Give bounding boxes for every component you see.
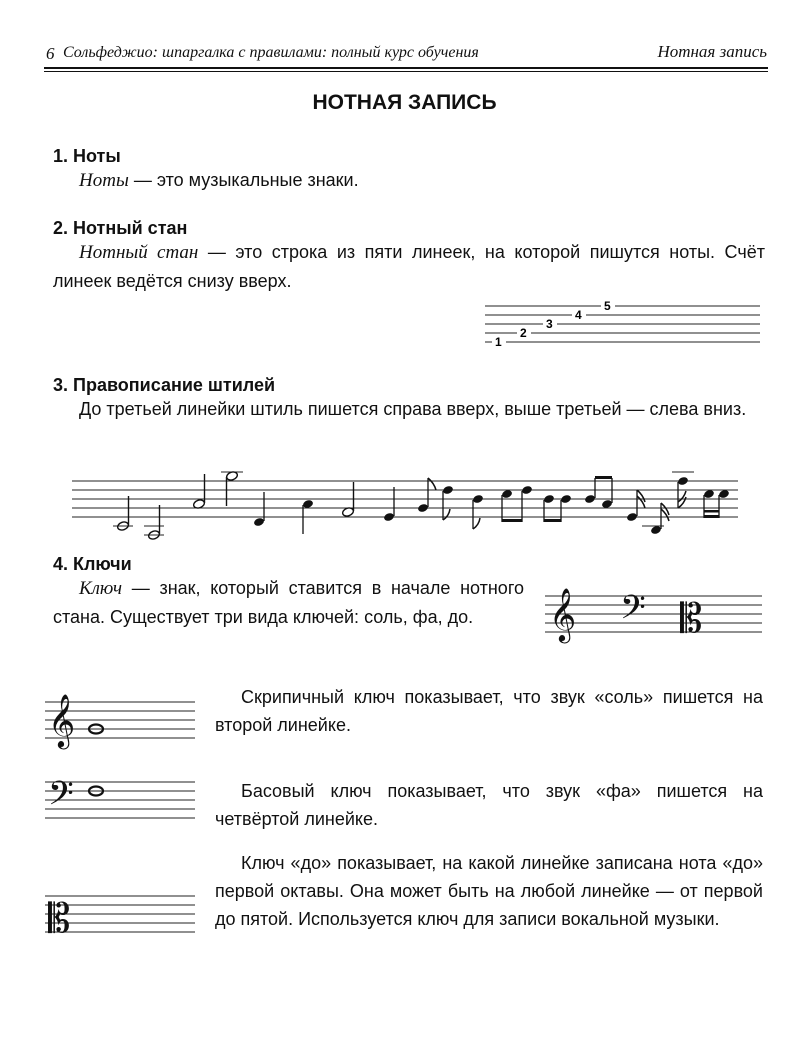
staff-line-label-2: 2 [520, 326, 527, 340]
term-staff: Нотный стан [79, 242, 199, 263]
staff-line-label-5: 5 [604, 299, 611, 313]
alto-clef-icon: 𝄡 [680, 596, 703, 642]
page-title: НОТНАЯ ЗАПИСЬ [312, 91, 497, 114]
running-book-title: Сольфеджио: шпаргалка с правилами: полный курс обучения [63, 44, 479, 61]
treble-clef-explanation: Скрипичный ключ показывает, что звук «соль» пишется на второй линейке. [215, 687, 763, 735]
alto-clef-explanation: Ключ «до» показывает, на какой линейке записана нота «до» первой октавы. Она может быть на любой линейке — от первой до пятой. Используется ключ для записи вокальной музыки. [215, 853, 763, 929]
section-heading-staff: 2. Нотный стан [53, 218, 188, 238]
section-notes-text: Ноты — это музыкальные знаки. [79, 170, 359, 191]
section-staff-text: Нотный стан — это строка из пяти линеек, на которой пишутся ноты. Счёт линеек ведётся снизу вверх. [53, 242, 765, 291]
section-stems-text: До третьей линейки штиль пишется справа вверх, выше третьей — слева вниз. [79, 399, 747, 419]
bass-clef-explanation: Басовый ключ показывает, что звук «фа» пишется на четвёртой линейке. [215, 781, 763, 829]
section-clefs-text: Ключ — знак, который ставится в начале нотного стана. Существует три вида ключей: соль, фа, до. [53, 578, 524, 627]
term-notes: Ноты [79, 170, 129, 191]
treble-clef-icon: 𝄞 [549, 587, 577, 641]
term-clef: Ключ [79, 578, 123, 599]
staff-line-label-3: 3 [546, 317, 553, 331]
section-heading-stems: 3. Правописание штилей [53, 375, 276, 395]
bass-clef-icon: 𝄢 [48, 775, 74, 821]
page-number: 6 [46, 44, 55, 63]
running-section-title: Нотная запись [657, 42, 767, 61]
section-heading-clefs: 4. Ключи [53, 554, 132, 574]
alto-clef-icon: 𝄡 [48, 896, 71, 942]
bass-clef-icon: 𝄢 [620, 589, 646, 635]
treble-clef-icon: 𝄞 [48, 693, 76, 747]
staff-line-label-1: 1 [495, 335, 502, 349]
section-heading-notes: 1. Ноты [53, 146, 121, 166]
staff-line-label-4: 4 [575, 308, 582, 322]
